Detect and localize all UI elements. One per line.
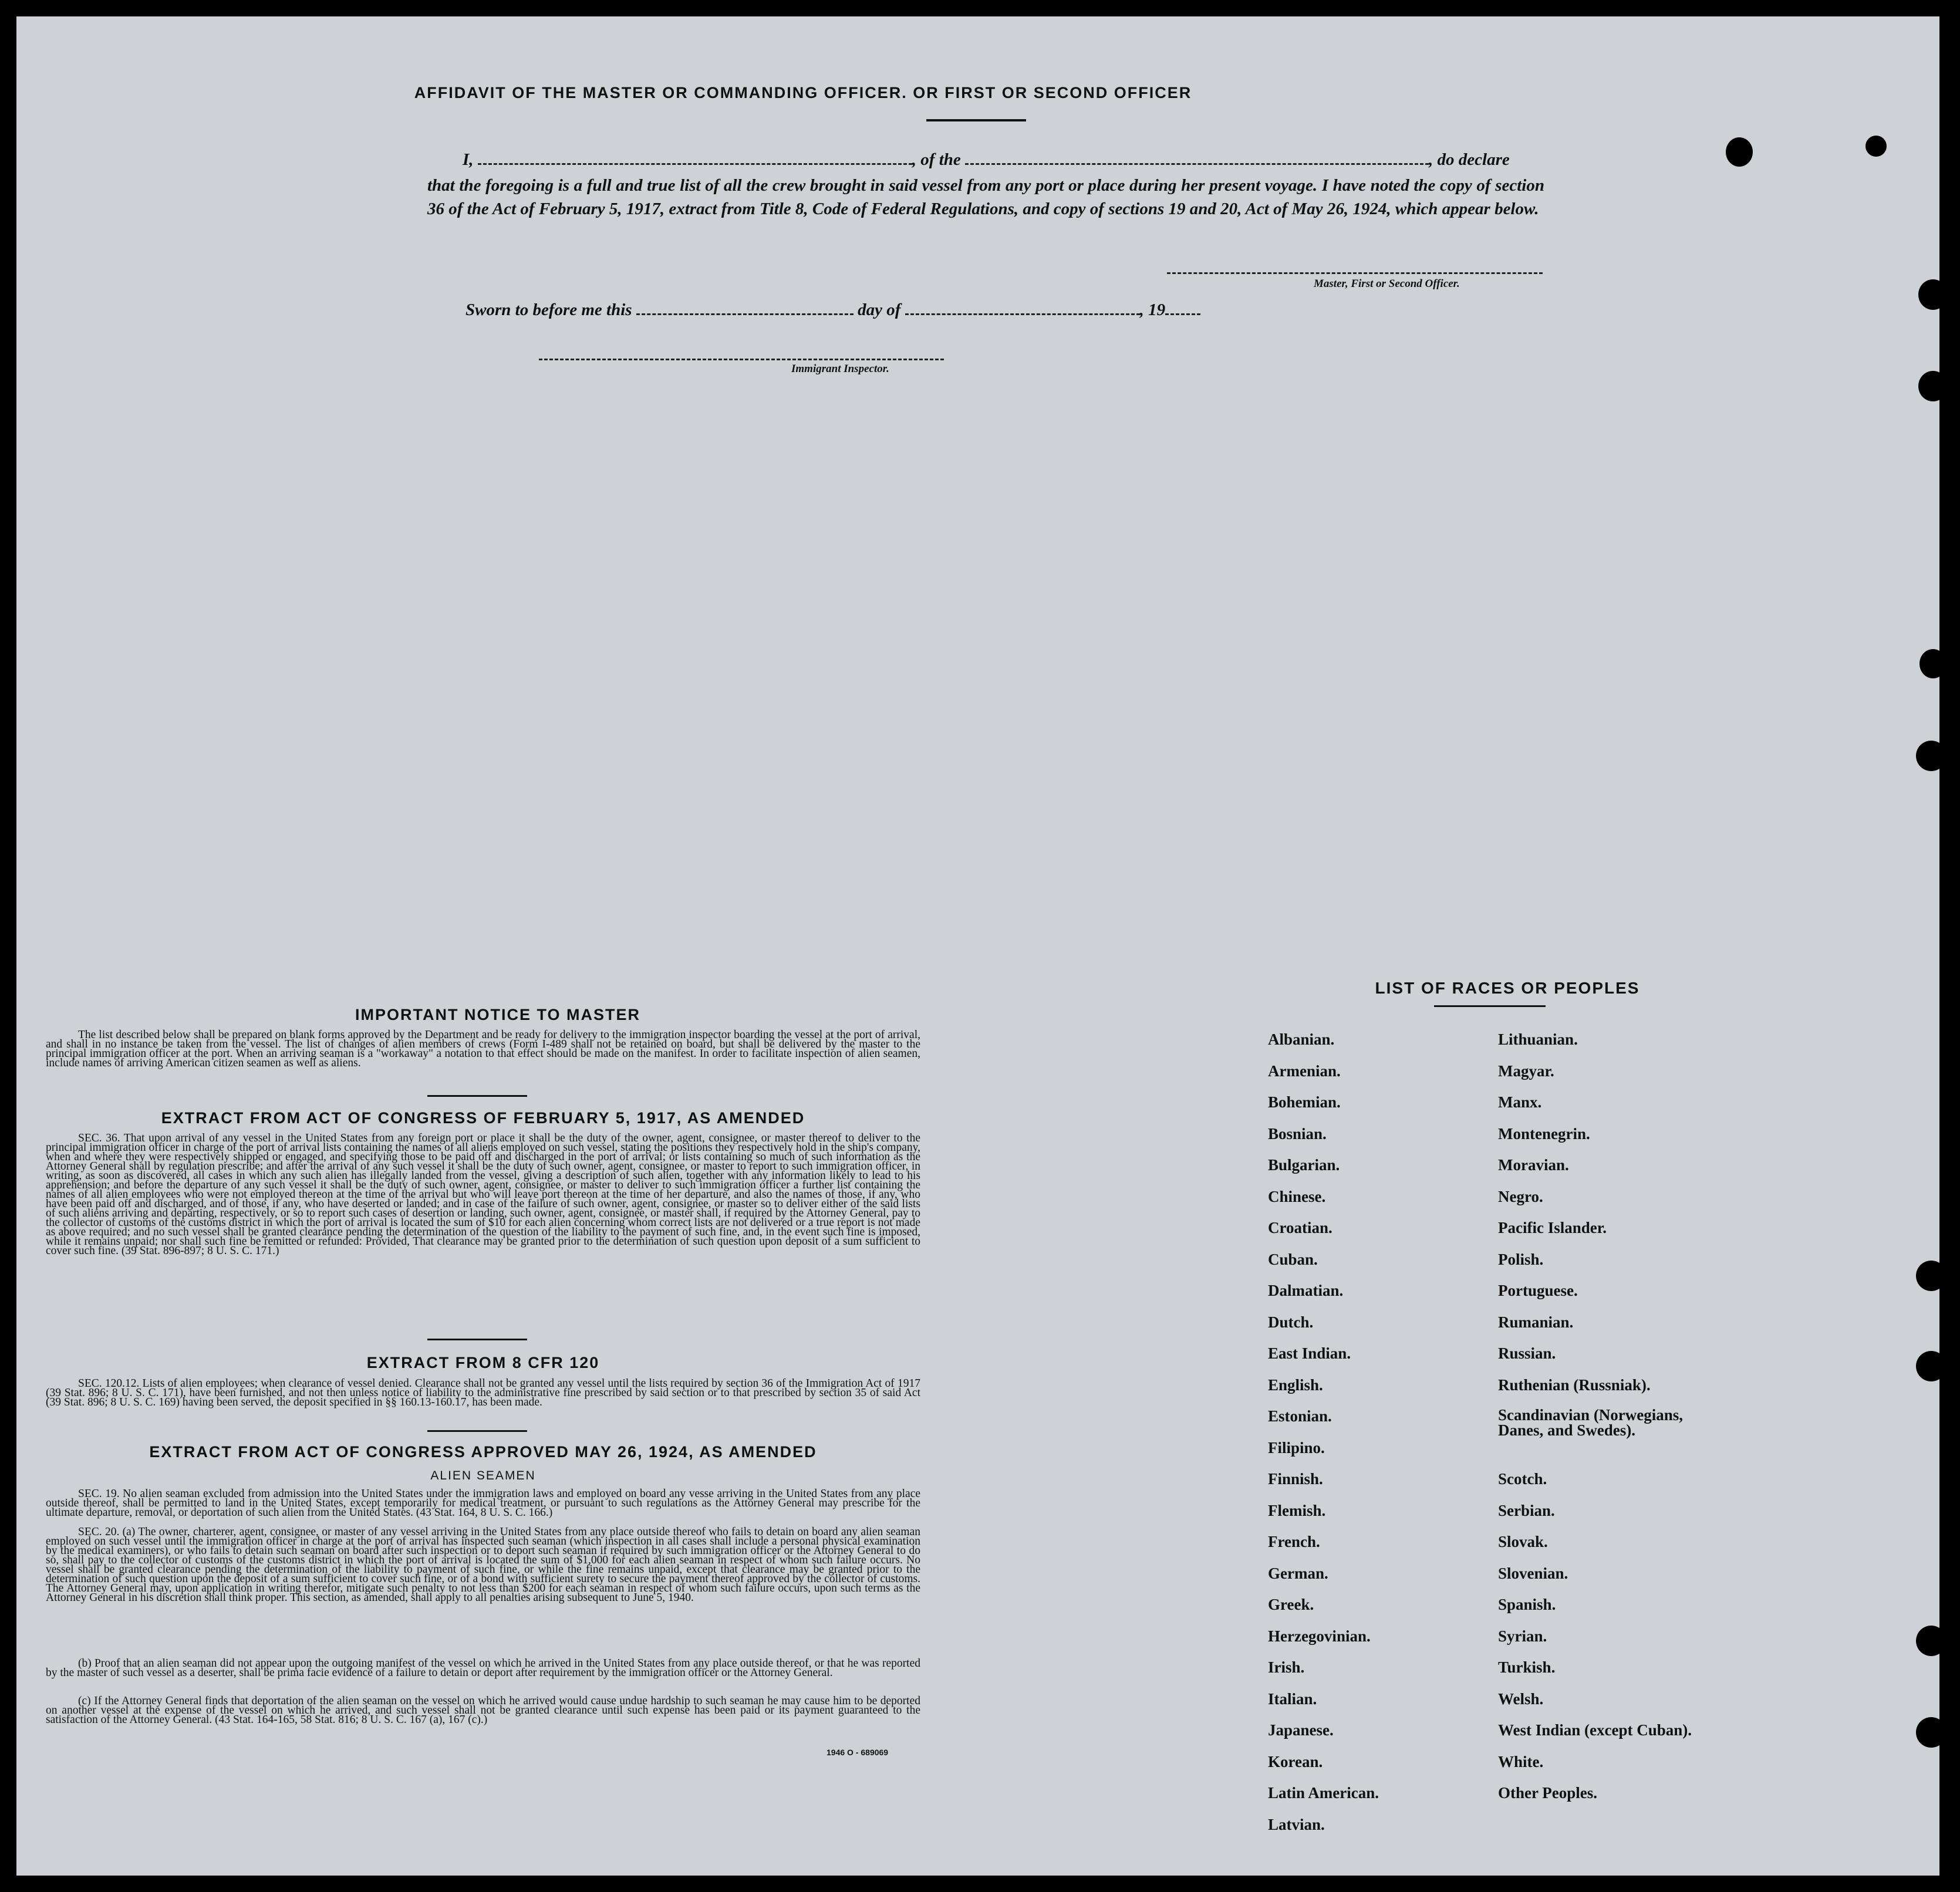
race-item: Scotch. [1498,1470,1547,1488]
races-title: LIST OF RACES OR PEOPLES [1375,979,1640,997]
punch-hole [1865,136,1887,157]
declaration-line [463,150,1543,170]
race-item: Rumanian. [1498,1313,1574,1331]
extract-cfr-title: EXTRACT FROM 8 CFR 120 [366,1354,600,1371]
inspector-signature-line[interactable] [539,359,944,360]
extract-1917-text: SEC. 36. That upon arrival of any vessel in the United States from any foreign port or place it shall be the duty of the owner, agent, consignee, or master thereof to deliver to the principal immigration officer in charge of the port of arrival lists containing the names of all aliens employed on such vessel, stating the positions they respectively hold in the ship's company, when and where they were respectively shipped or engaged, and specifying those to be paid off and discharged in the port of arrival; or lists containing so much of such information as the Attorney General shall by regulation prescribe; and after the arrival of any such vessel it shall be the duty of such owner, agent, consignee, or master to report to such immigration officer, in writing, as soon as discovered, all cases in which any such alien has illegally landed from the vessel, giving a description of such alien, together with any information likely to lead to his apprehension; and before the departure of any such vessel it shall be the duty of such owner, agent, consignee, or master to deliver to such immigration officer a further list containing the names of all alien employees who were not employed thereon at the time of the arrival but who will leave port thereon at the time of her departure, and also the names of those, if any, who have been paid off and discharged, and of those, if any, who have deserted or landed; and in case of the failure of such owner, agent, consignee, or master so to deliver either of the said lists of such aliens arriving and departing, respectively, or so to report such cases of desertion or landing, such owner, agent, consignee, or master shall, if required by the Attorney General, pay to the collector of customs of the customs district in which the port of arrival is located the sum of $10 for each alien concerning whom correct lists are not delivered or a true report is not made as above required; and no such vessel shall be granted clearance pending the determination of the question of the liability to the payment of such fine, and, in the event such fine is imposed, while it remains unpaid; nor shall such fine be remitted or refunded: Provided, That clearance may be granted prior to the determination of such question upon deposit of a sum sufficient to cover such fine. (39 Stat. 896-897; 8 U. S. C. 171.) [46,1132,920,1257]
day-blank[interactable] [636,313,854,315]
race-item: Manx. [1498,1093,1542,1111]
race-item: Pacific Islander. [1498,1219,1607,1236]
race-item: Syrian. [1498,1627,1547,1645]
extract-1924-title: EXTRACT FROM ACT OF CONGRESS APPROVED MAY 26, 1924, AS AMENDED [149,1443,817,1461]
race-item: Russian. [1498,1344,1556,1362]
title-underline [926,119,1026,121]
race-item: Moravian. [1498,1156,1569,1174]
extract-1917-title: EXTRACT FROM ACT OF CONGRESS OF FEBRUARY 5, 1917, AS AMENDED [161,1109,805,1127]
punch-hole [1726,137,1753,167]
race-item: Portuguese. [1498,1282,1578,1299]
print-code: 1946 O - 689069 [826,1748,889,1757]
race-item: Japanese. [1268,1721,1334,1739]
punch-hole [1916,1261,1939,1291]
race-item: Welsh. [1498,1690,1544,1708]
master-caption: Master, First or Second Officer. [1314,278,1460,290]
race-item: Bosnian. [1268,1124,1327,1143]
sec19-text: SEC. 19. No alien seaman excluded from admission into the United States under the immigration laws and employed on board any vesse arriving in the United States from any place outside thereof, shall be permitted to land in the United States, except temporarily for medical treatment, or pursuant to such regulations as the Attorney General may prescribe for the ultimate departure, removal, or deportation of such alien from the United States. (43 Stat. 164, 8 U. S. C. 166.) [46,1488,920,1519]
year-blank[interactable] [1165,313,1200,315]
race-item: Other Peoples. [1498,1784,1597,1802]
race-item: Lithuanian. [1498,1031,1578,1048]
divider [427,1430,527,1432]
race-item: Herzegovinian. [1268,1627,1371,1645]
extract-1924-subtitle: ALIEN SEAMEN [430,1469,536,1482]
notice-text: The list described below shall be prepared on blank forms approved by the Department and be ready for delivery to the immigration inspector boarding the vessel at the port of arrival, and shall in no instance be taken from the vessel. The list of changes of alien members of crews (Form I-489 shall not be retained on board, but shall be delivered by the master to the principal immigration officer at the port. When an arriving seaman is a "workaway" a notation to that effect should be made on the manifest. In order to facilitate inspection of alien seamen, include names of arriving American citizen seamen as well as aliens. [46,1029,920,1069]
declaration-paragraph: that the foregoing is a full and true list of all the crew brought in said vessel from any port or place during her present voyage. I have noted the copy of section 36 of the Act of February 5, 1917, extract from Title 8, Code of Federal Regulations, and copy of sections 19 and 20, Act of May 26, 1924, which appear below. [427,176,1544,218]
sec20c-text: (c) If the Attorney General finds that deportation of the alien seaman on the vessel on which he arrived would cause undue hardship to such seaman he may cause him to be deported on another vessel at the expense of the vessel on which he arrived, and such vessel shall not be granted clearance until such expense has been paid or its payment guaranteed to the satisfaction of the Attorney General. (43 Stat. 164-165, 58 Stat. 816; 8 U. S. C. 167 (a), 167 (c).) [46,1695,920,1726]
declaration-start: I, [463,150,474,169]
declaration-of: , of the [912,150,961,169]
race-item: White. [1498,1752,1544,1771]
document-page [16,16,1939,1876]
vessel-blank[interactable] [965,163,1429,165]
race-item: Armenian. [1268,1062,1341,1080]
race-item: Latvian. [1268,1815,1325,1833]
race-item: Irish. [1268,1658,1305,1676]
race-item: Korean. [1268,1752,1323,1771]
race-item: Chinese. [1268,1187,1326,1205]
sworn-label: Sworn to before me this [465,300,632,319]
name-blank[interactable] [478,163,912,165]
punch-hole [1916,1626,1939,1656]
sec20b-text: (b) Proof that an alien seaman did not appear upon the outgoing manifest of the vessel on which he arrived in the United States from any place outside thereof, or that he was reported by the master of such vessel as a deserter, shall be prima facie evidence of a failure to detain or deport after requirement by the immigration officer or the Attorney General. [46,1657,920,1679]
race-item: Magyar. [1498,1062,1554,1080]
sec20a-text: SEC. 20. (a) The owner, charterer, agent, consignee, or master of any vessel arriving in the United States from any place outside thereof who fails to detain on board any alien seaman employed on such vessel until the immigration officer in charge at the port of arrival has inspected such seaman (which inspection in all cases shall include a personal physical examination by the medical examiners), or who fails to detain such seaman on board after such inspection or to deport such seaman if required by such immigration officer or the Attorney General to do so, shall pay to the collector of customs of the customs district in which the port of arrival is located the sum of $1,000 for each alien seaman in respect of whom such failure occurs. No vessel shall be granted clearance pending the determination of the liability to payment of such fine, or while the fine remains unpaid, except that clearance may be granted prior to the determination of such question upon the deposit of a sum sufficient to cover such fine, or of a bond with sufficient surety to secure the payment thereof approved by the collector of customs. The Attorney General may, upon application in writing therefor, mitigate such penalty to not less than $200 for each seaman in respect of whom such failure occurs, upon such terms as the Attorney General in his discretion shall think proper. This section, as amended, shall apply to all penalties arising subsequent to June 5, 1940. [46,1526,920,1604]
divider [427,1095,527,1097]
race-item: Italian. [1268,1690,1317,1708]
punch-hole [1919,649,1939,678]
race-item: Slovak. [1498,1533,1548,1550]
race-item: Turkish. [1498,1658,1556,1676]
declaration-end: , do declare [1429,150,1510,169]
race-item: German. [1268,1564,1328,1582]
race-item: French. [1268,1533,1320,1550]
race-item: Flemish. [1268,1501,1326,1519]
year-label: , 19 [1139,300,1166,319]
race-item: Finnish. [1268,1470,1323,1488]
race-item: Dalmatian. [1268,1282,1344,1299]
race-item: Latin American. [1268,1784,1379,1802]
race-item: Serbian. [1498,1501,1555,1519]
race-item: Cuban. [1268,1250,1318,1268]
race-item: West Indian (except Cuban). [1498,1721,1692,1739]
month-blank[interactable] [905,313,1140,315]
races-underline [1434,1005,1546,1007]
punch-hole [1918,279,1939,310]
affidavit-title: AFFIDAVIT OF THE MASTER OR COMMANDING OFFICER. OR FIRST OR SECOND OFFICER [414,84,1192,102]
race-item: Filipino. [1268,1438,1325,1457]
divider [427,1339,527,1340]
race-item: Estonian. [1268,1407,1332,1425]
race-item: Negro. [1498,1187,1543,1205]
race-item: Spanish. [1498,1596,1556,1613]
inspector-caption: Immigrant Inspector. [791,363,889,375]
race-item: Slovenian. [1498,1564,1568,1582]
notice-title: IMPORTANT NOTICE TO MASTER [355,1006,640,1023]
race-item: Ruthenian (Russniak). [1498,1376,1651,1394]
race-item: Scandinavian (Norwegians, Danes, and Swedes). [1498,1406,1684,1439]
race-item: Dutch. [1268,1313,1314,1331]
race-item: Montenegrin. [1498,1124,1590,1143]
master-signature-line[interactable] [1167,272,1543,274]
extract-cfr-text: SEC. 120.12. Lists of alien employees; when clearance of vessel denied. Clearance shall not be granted any vessel until the lists required by section 36 of the Immigration Act of 1917 (39 Stat. 896; 8 U. S. C. 171), have been furnished, and not then unless notice of liability to the administrative fine prescribed by said section or to that prescribed by section 35 of said Act (39 Stat. 896; 8 U. S. C. 169) having been served, the deposit specified in §§ 160.13-160.17, has been made. [46,1377,920,1408]
race-item: Greek. [1268,1596,1314,1613]
race-item: English. [1268,1376,1323,1394]
punch-hole [1916,1717,1939,1748]
race-item: Bulgarian. [1268,1156,1340,1174]
punch-hole [1916,741,1939,771]
sworn-line [465,300,1200,320]
race-item: Polish. [1498,1250,1544,1268]
race-item: East Indian. [1268,1344,1351,1362]
punch-hole [1916,1351,1939,1381]
punch-hole [1918,371,1939,401]
race-item: Croatian. [1268,1219,1332,1236]
race-item: Albanian. [1268,1031,1335,1048]
day-of-label: day of [858,300,901,319]
race-item: Bohemian. [1268,1093,1341,1111]
